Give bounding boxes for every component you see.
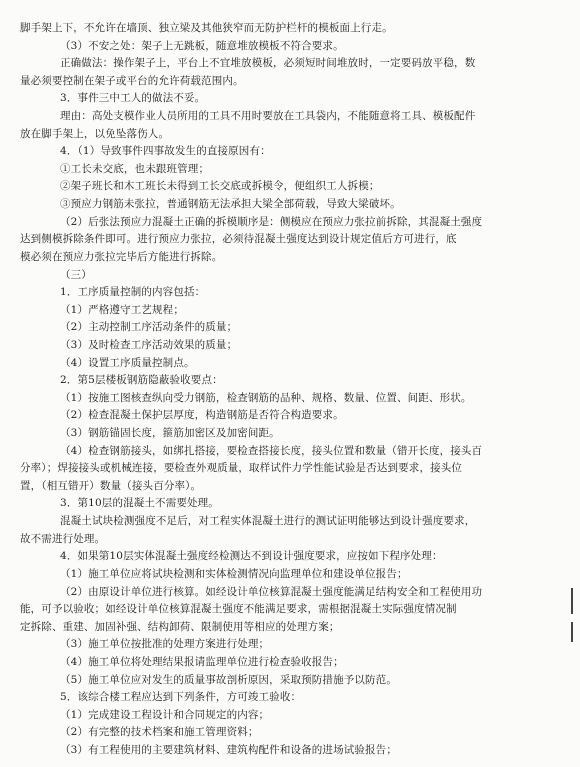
- text-line: 分率）；焊接接头或机械连接，要检查外观质量，取样试件力学性能试验是否达到要求，接头位: [20, 462, 463, 475]
- text-line: （1）施工单位应将试块检测和实体检测情况向监理单位和建设单位报告；: [60, 567, 408, 580]
- text-line: 4．如果第10层实体混凝土强度经检测达不到设计强度要求，应按如下程序处理：: [60, 550, 443, 563]
- text-line: （2）有完整的技术档案和施工管理资料；: [60, 726, 259, 739]
- text-line: ②架子班长和木工班长未得到工长交底或拆模令，便组织工人拆模；: [60, 180, 380, 193]
- text-line: （三）: [60, 268, 92, 281]
- text-line: （5）施工单位应对发生的质量事故剖析原因，采取预防措施予以防范。: [60, 673, 397, 686]
- text-line: 4．（1）导致事件四事故发生的直接原因有：: [60, 145, 271, 158]
- text-line: 理由：高处支模作业人员所用的工具不用时要放在工具袋内，不能随意将工具、模板配件: [60, 110, 476, 123]
- text-line: （1）严格遵守工艺规程；: [60, 303, 184, 316]
- text-line: （3）有工程使用的主要建筑材料、建筑构配件和设备的进场试验报告；: [60, 744, 397, 756]
- text-line: （2）检查混凝土保护层厚度，构造钢筋是否符合构造要求。: [60, 409, 344, 422]
- text-line: 能，可予以验收；如经设计单位核算混凝土强度不能满足要求，需根据混凝土实际强度情况制: [20, 603, 457, 616]
- text-line: 置，（相互错开）数量（接头百分率）。: [20, 479, 202, 492]
- text-line: ①工长未交底，也未跟班管理；: [60, 162, 210, 175]
- text-line: 量必须要控制在架子或平台的允许荷载范围内。: [20, 74, 244, 87]
- text-line: （4）施工单位将处理结果报请监理单位进行检查验收报告；: [60, 655, 344, 668]
- text-line: 脚手架上下，不允许在墙顶、独立梁及其他狭窄而无防护栏杆的模板面上行走。: [20, 22, 393, 34]
- text-line: （4）检查钢筋接头，如绑扎搭接，要检查搭接长度，接头位置和数量（错开长度，接头百: [60, 444, 483, 457]
- text-line: 2．第5层楼板钢筋隐蔽验收要点：: [60, 374, 223, 387]
- text-line: （2）主动控制工序活动条件的质量；: [60, 321, 238, 334]
- text-line: ③预应力钢筋未张拉，普通钢筋无法承担大梁全部荷载，导致大梁破坏。: [60, 198, 401, 211]
- text-line: （3）不安之处：架子上无跳板，随意堆放模板不符合要求。: [60, 39, 344, 52]
- text-line: （3）钢筋锚固长度，箍筋加密区及加密间距。: [60, 427, 280, 440]
- text-line: 放在脚手架上，以免坠落伤人。: [20, 127, 170, 140]
- scan-margin-mark: [571, 622, 573, 642]
- text-line: 达到侧模拆除条件即可。进行预应力张拉，必须待混凝土强度达到设计规定值后方可进行，底: [20, 233, 457, 246]
- text-line: 3．事件三中工人的做法不妥。: [60, 92, 206, 105]
- text-line: 5．该综合楼工程应达到下列条件，方可竣工验收：: [60, 691, 302, 704]
- text-line: 3．第10层的混凝土不需要处理。: [60, 497, 219, 510]
- text-line: （3）施工单位按批准的处理方案进行处理；: [60, 638, 270, 651]
- scan-margin-mark: [571, 588, 573, 614]
- text-line: （3）及时检查工序活动效果的质量；: [60, 338, 238, 351]
- text-line: （4）设置工序质量控制点。: [60, 356, 195, 369]
- text-line: 1．工序质量控制的内容包括：: [60, 286, 206, 299]
- text-line: （1）按施工图核查纵向受力钢筋，检查钢筋的品种、规格、数量、位置、间距、形状。: [60, 391, 472, 404]
- text-line: （2）由原设计单位进行核算。如经设计单位核算混凝土强度能满足结构安全和工程使用功: [60, 585, 483, 598]
- text-line: （1）完成建设工程设计和合同规定的内容；: [60, 708, 270, 721]
- text-line: （2）后张法预应力混凝土正确的拆模顺序是：侧模应在预应力张拉前拆除，其混凝土强度: [60, 215, 483, 228]
- text-line: 模必须在预应力张拉完毕后方能进行拆除。: [20, 250, 223, 263]
- text-line: 定拆除、重建、加固补强、结构卸荷、限制使用等相应的处理方案；: [20, 620, 340, 633]
- text-line: 故不需进行处理。: [20, 532, 106, 545]
- text-line: 混凝土试块检测强度不足后，对工程实体混凝土进行的测试证明能够达到设计强度要求，: [60, 515, 476, 528]
- text-line: 正确做法：操作架子上，平台上不宜堆放模板，必须短时间堆放时，一定要码放平稳，数: [60, 57, 476, 70]
